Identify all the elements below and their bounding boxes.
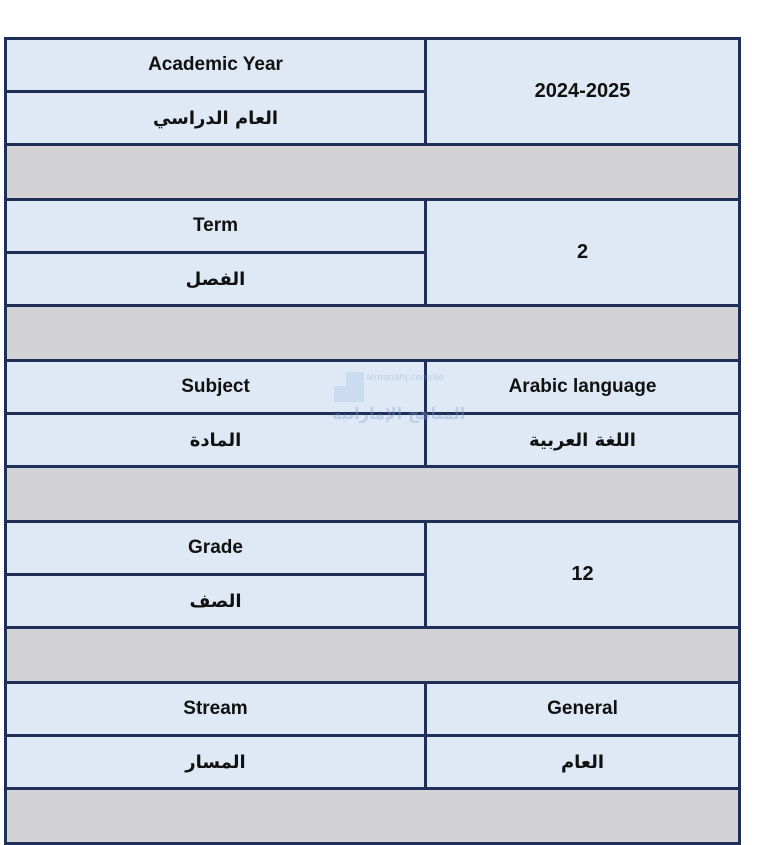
separator-cell [6, 306, 740, 361]
separator-row [6, 628, 740, 683]
separator-cell [6, 467, 740, 522]
separator-cell [6, 628, 740, 683]
subject-label-ar: المادة [6, 414, 426, 467]
grade-label-en: Grade [6, 522, 426, 575]
stream-label-ar: المسار [6, 736, 426, 789]
stream-row-en [6, 683, 740, 736]
grade-label-ar: الصف [6, 575, 426, 628]
separator-cell [6, 789, 740, 844]
watermark-url: almanahj.com/ae [366, 373, 444, 383]
subject-label-en: Subject [6, 361, 426, 414]
term-label-ar: الفصل [6, 253, 426, 306]
subject-value-en: Arabic language [426, 361, 740, 414]
term-label-en: Term [6, 200, 426, 253]
academic-year-row-en [6, 39, 740, 92]
subject-row-en [6, 361, 740, 414]
separator-cell [6, 145, 740, 200]
academic-year-label-en: Academic Year [6, 39, 426, 92]
term-row-en [6, 200, 740, 253]
separator-row [6, 145, 740, 200]
stream-value-en: General [426, 683, 740, 736]
grade-row-en [6, 522, 740, 575]
stream-label-en: Stream [6, 683, 426, 736]
stream-row-ar [6, 736, 740, 789]
subject-row-ar [6, 414, 740, 467]
academic-year-value: 2024-2025 [426, 39, 740, 145]
term-value: 2 [426, 200, 740, 306]
academic-year-label-ar: العام الدراسي [6, 92, 426, 145]
separator-row [6, 306, 740, 361]
separator-row [6, 467, 740, 522]
separator-row [6, 789, 740, 844]
info-table [4, 37, 741, 845]
subject-value-ar: اللغة العربية [426, 414, 740, 467]
watermark-text: المناهج الإماراتية [332, 404, 466, 423]
grade-value: 12 [426, 522, 740, 628]
stream-value-ar: العام [426, 736, 740, 789]
